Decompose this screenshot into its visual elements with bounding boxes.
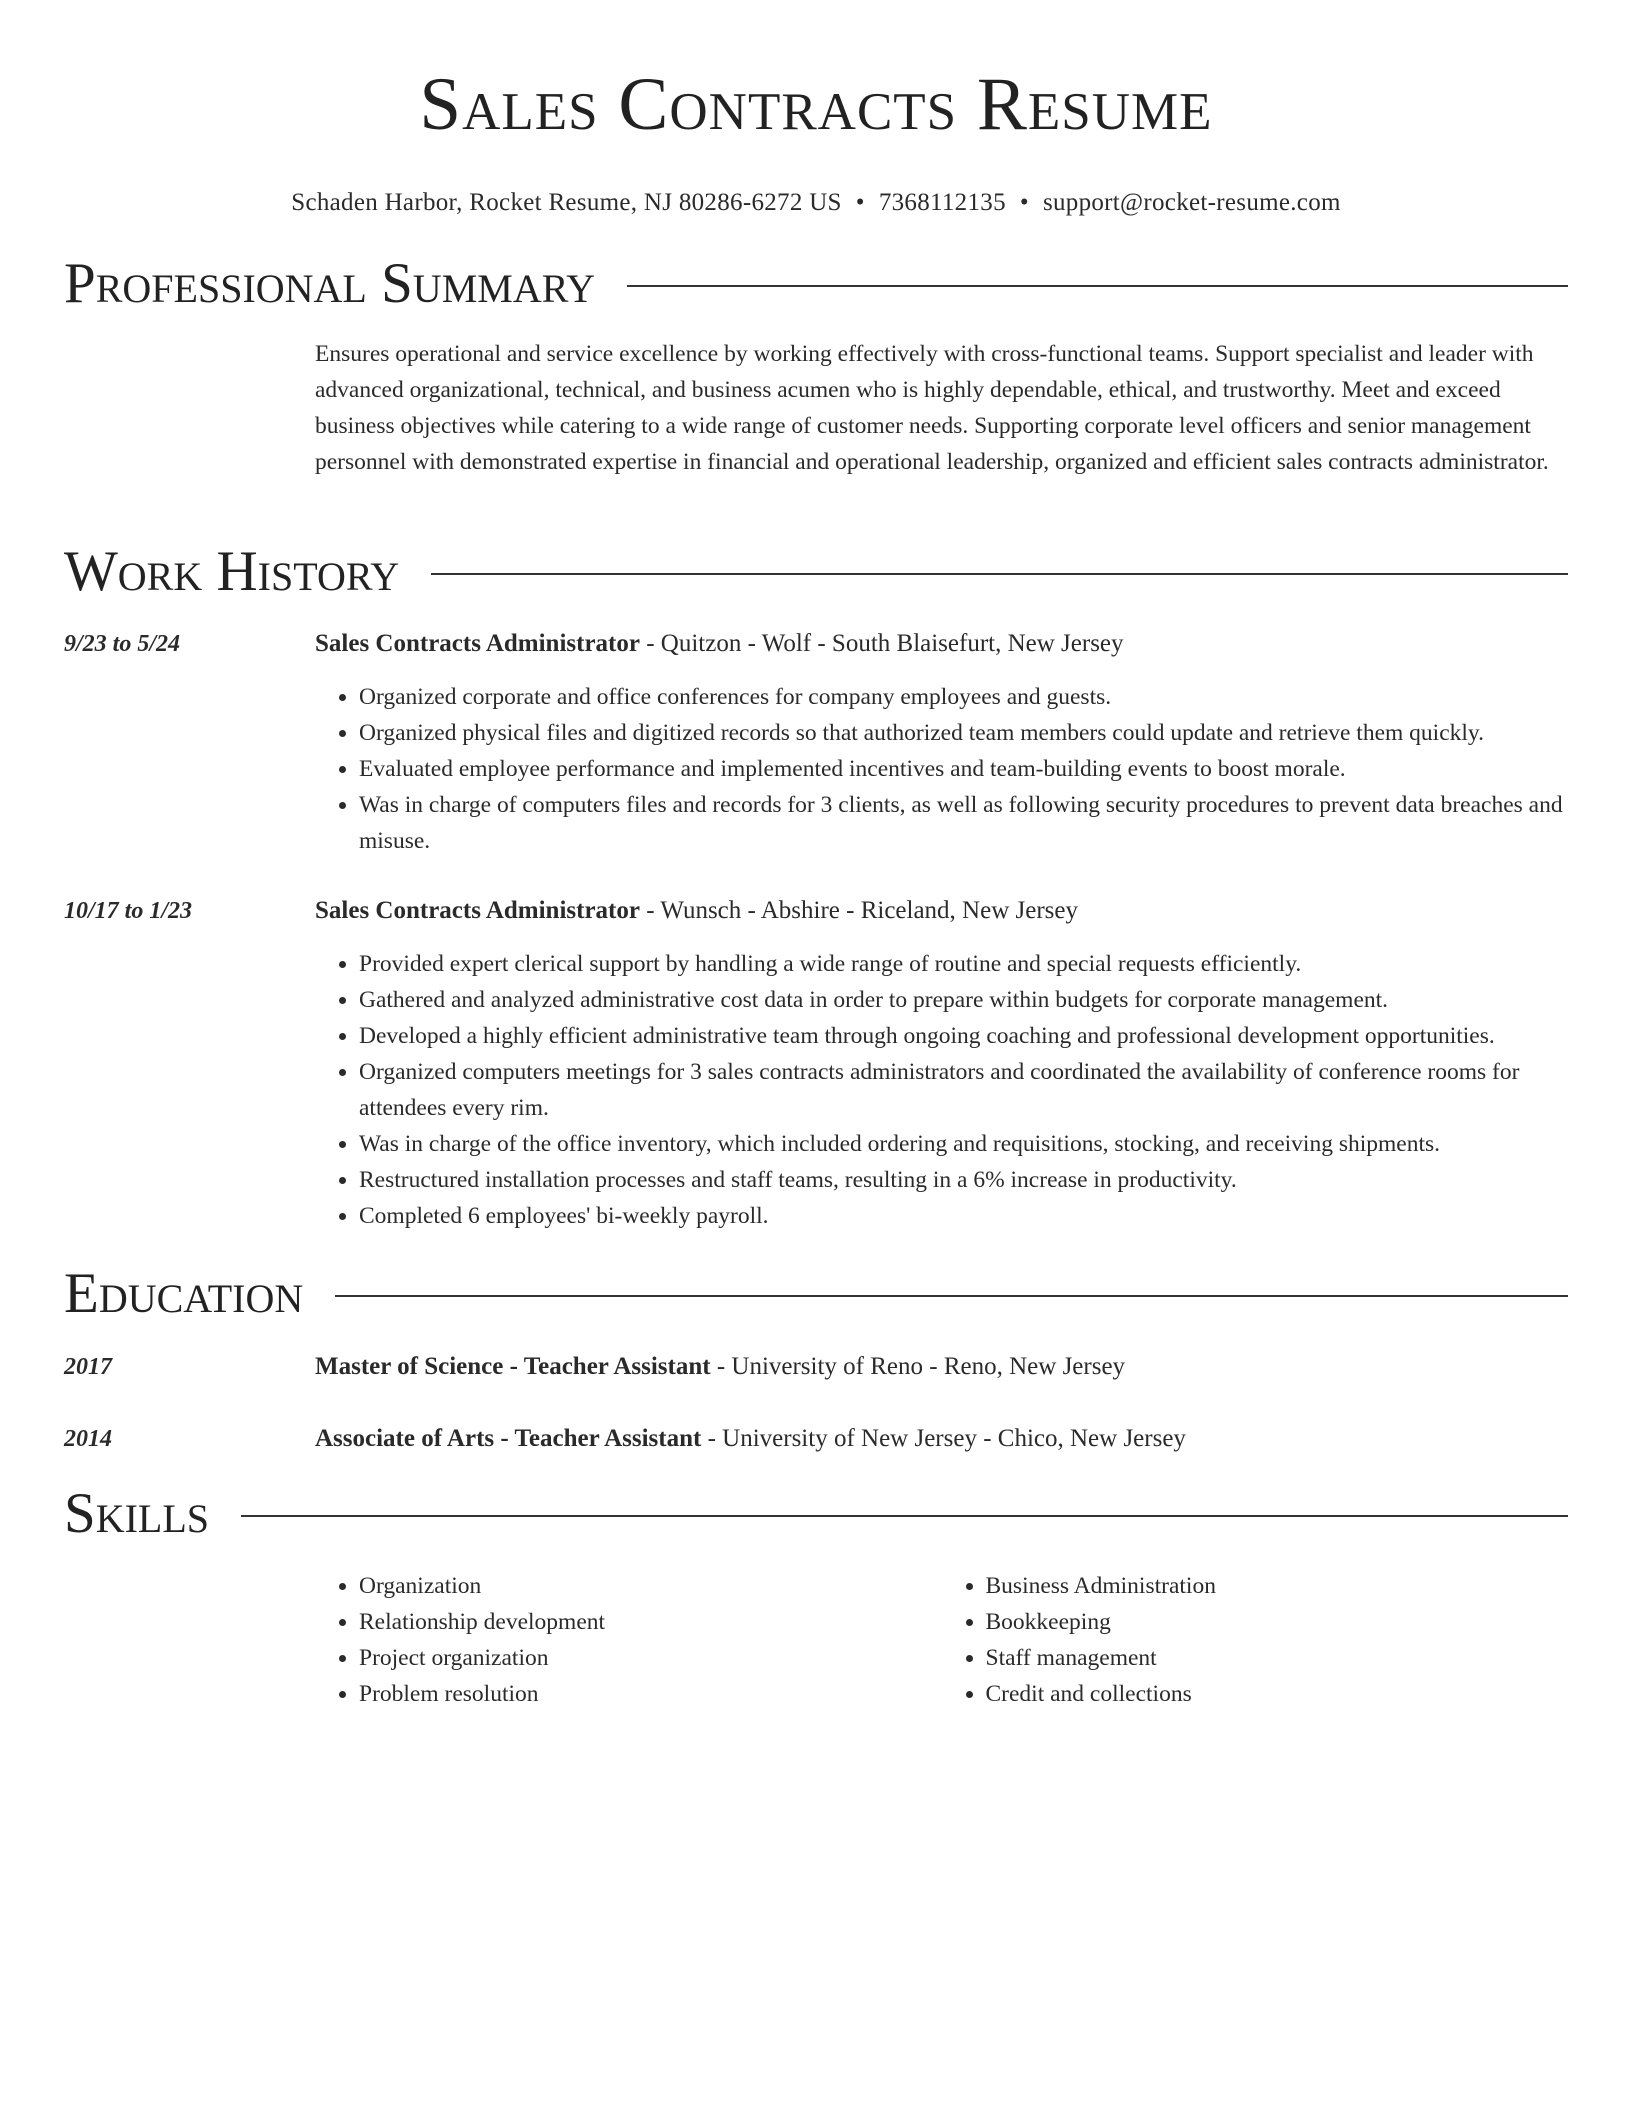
skill-item: • Relationship development <box>359 1604 942 1640</box>
section-divider <box>431 573 1568 575</box>
skills-section-heading <box>64 1482 1568 1546</box>
education-details: - University of New Jersey - Chico, New Jersey <box>701 1425 1186 1452</box>
job-title-line <box>315 893 1568 929</box>
list-item: • Developed a highly efficient administrative team through ongoing coaching and professional development opportunities. <box>359 1018 1568 1054</box>
skill-item: • Bookkeeping <box>986 1604 1569 1640</box>
skill-item: • Business Administration <box>986 1568 1569 1604</box>
skill-item: • Problem resolution <box>359 1676 942 1712</box>
skill-item: • Staff management <box>986 1640 1569 1676</box>
list-item: • Was in charge of the office inventory, which included ordering and requisitions, stocking, and receiving shipments. <box>359 1126 1568 1162</box>
job-dates: 10/17 to 1/23 <box>64 898 193 924</box>
contact-separator: • <box>855 189 865 216</box>
skill-item: • Credit and collections <box>986 1676 1569 1712</box>
skills-list-right <box>942 1568 1569 1712</box>
list-item: • Organized corporate and office conferences for company employees and guests. <box>359 679 1568 715</box>
work-heading: Work History <box>64 540 400 603</box>
contact-phone: 7368112135 <box>878 189 1006 216</box>
job-details: - Quitzon - Wolf - South Blaisefurt, New Jersey <box>639 630 1124 657</box>
education-details: - University of Reno - Reno, New Jersey <box>710 1353 1126 1380</box>
list-item: • Completed 6 employees' bi-weekly payroll. <box>359 1198 1568 1234</box>
education-section-heading <box>64 1262 1568 1326</box>
job-title: Sales Contracts Administrator <box>315 630 640 657</box>
education-year: 2014 <box>64 1426 112 1452</box>
summary-heading: Professional Summary <box>64 252 596 315</box>
section-divider <box>627 285 1568 287</box>
education-degree: Associate of Arts - Teacher Assistant <box>315 1425 702 1452</box>
skills-list-left <box>315 1568 942 1712</box>
work-section-heading <box>64 540 1568 604</box>
job-bullets <box>315 679 1568 859</box>
list-item: • Organized physical files and digitized records so that authorized team members could update and retrieve them quickly. <box>359 715 1568 751</box>
education-heading: Education <box>64 1262 304 1325</box>
skill-item: • Organization <box>359 1568 942 1604</box>
job-details: - Wunsch - Abshire - Riceland, New Jersey <box>639 897 1078 924</box>
education-degree: Master of Science - Teacher Assistant <box>315 1353 711 1380</box>
summary-section-heading <box>64 252 1568 316</box>
list-item: • Provided expert clerical support by handling a wide range of routine and special requests efficiently. <box>359 946 1568 982</box>
job-bullets <box>315 946 1568 1234</box>
education-year: 2017 <box>64 1354 112 1380</box>
skills-heading: Skills <box>64 1482 210 1545</box>
contact-line <box>64 188 1568 218</box>
list-item: • Was in charge of computers files and records for 3 clients, as well as following security procedures to prevent data breaches and misuse. <box>359 787 1568 859</box>
skills-columns <box>315 1568 1568 1712</box>
skill-item: • Project organization <box>359 1640 942 1676</box>
contact-separator: • <box>1019 189 1029 216</box>
list-item: • Gathered and analyzed administrative cost data in order to prepare within budgets for corporate management. <box>359 982 1568 1018</box>
contact-email: support@rocket-resume.com <box>1042 189 1341 216</box>
section-divider <box>241 1515 1568 1517</box>
education-line <box>315 1349 1568 1385</box>
resume-page <box>64 0 1568 1707</box>
job-title: Sales Contracts Administrator <box>315 897 640 924</box>
contact-address: Schaden Harbor, Rocket Resume, NJ 80286-6272 US <box>291 189 842 216</box>
list-item: • Organized computers meetings for 3 sales contracts administrators and coordinated the availability of conference rooms for attendees every rim. <box>359 1054 1568 1126</box>
list-item: • Restructured installation processes and staff teams, resulting in a 6% increase in productivity. <box>359 1162 1568 1198</box>
job-title-line <box>315 626 1568 662</box>
resume-title: Sales Contracts Resume <box>419 63 1213 146</box>
job-dates: 9/23 to 5/24 <box>64 631 181 657</box>
list-item: • Evaluated employee performance and implemented incentives and team-building events to boost morale. <box>359 751 1568 787</box>
summary-text: Ensures operational and service excellence by working effectively with cross-functional teams. Support specialist and leader with advanced organizational, technical, and business acumen who is highly dependable, ethical, and trustworthy. Meet and exceed business objectives while catering to a wide range of customer needs. Supporting corporate level officers and senior management personnel with demonstrated expertise in financial and operational leadership, organized and efficient sales contracts administrator. <box>315 341 1549 475</box>
section-divider <box>335 1295 1568 1297</box>
education-line <box>315 1421 1568 1457</box>
